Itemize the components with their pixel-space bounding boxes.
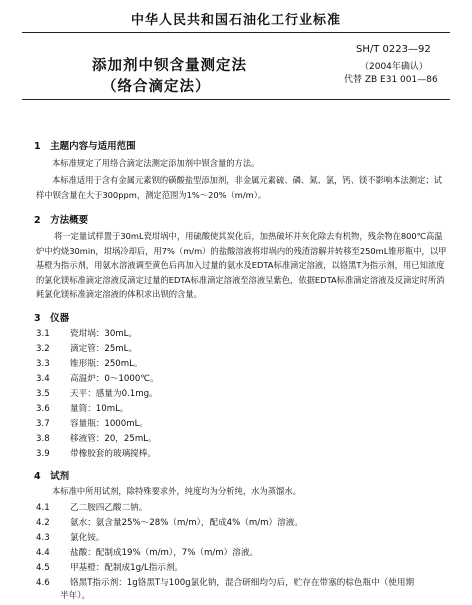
instrument-item: 3.5 天平：感量为0.1mg。	[36, 389, 158, 399]
instrument-item: 3.9 带橡胶套的玻璃搅棒。	[36, 449, 156, 459]
section-2-heading: 2 方法概要	[34, 215, 89, 226]
section-1-heading: 1 主题内容与适用范围	[34, 141, 136, 152]
reagent-item: 4.6 铬黑T指示剂：1g铬黑T与100g氯化钠，混合研细均匀后，贮存在带塞的棕色瓶中（使用期	[36, 578, 415, 588]
document-subtitle: （络合滴定法）	[102, 79, 211, 95]
section-2-paragraph: 将一定量试样置于30mL瓷坩埚中，用硫酸使其炭化后，加热破坏并灰化除去有机物，残余物在800℃高温炉中灼烧30min，坩埚冷却后，用7%（m/m）的盐酸溶液将坩埚内的残渣溶解并转移至250mL锥形瓶中，以甲基橙为指示剂，用氨水溶液调至黄色后再加入过量的氨水及EDTA标准滴定溶液，以铬黑T为指示剂，用已知浓度的氯化镁标准滴定溶液反滴定过量的EDTA标准滴定溶液至溶液呈紫色，依据EDTA标准滴定溶液及反滴定时所消耗氯化镁标准滴定溶液的体积求出钡的含量。	[36, 231, 447, 299]
instrument-item: 3.7 容量瓶：1000mL。	[36, 419, 148, 429]
instrument-item: 3.6 量筒：10mL。	[36, 404, 129, 414]
reagent-item: 4.3 氯化铵。	[36, 533, 105, 543]
instrument-item: 3.3 锥形瓶：250mL。	[36, 359, 143, 369]
reagent-item: 4.2 氨水：氨含量25%～28%（m/m），配成4%（m/m）溶液。	[36, 518, 303, 528]
replaces-note: 代替 ZB E31 001—86	[344, 75, 438, 85]
confirmation-note: （2004年确认）	[360, 62, 428, 72]
section-4-paragraph: 本标准中所用试剂，除特殊要求外，纯度均为分析纯，水为蒸馏水。	[52, 486, 301, 496]
standard-organization-title: 中华人民共和国石油化工行业标准	[130, 13, 341, 28]
instrument-item: 3.2 滴定管：25mL。	[36, 344, 138, 354]
reagent-item: 4.4 盐酸：配制成19%（m/m），7%（m/m）溶液。	[36, 548, 259, 558]
instrument-item: 3.8 移液管：20，25mL。	[36, 434, 157, 444]
section-4-heading: 4 试剂	[34, 471, 70, 482]
standard-number: SH/T 0223—92	[356, 44, 431, 55]
reagent-item: 4.5 甲基橙：配制成1g/L指示剂。	[36, 563, 184, 573]
reagent-item-continuation: 半年）。	[60, 591, 91, 601]
section-1-paragraph-1: 本标准规定了用络合滴定法测定添加剂中钡含量的方法。	[52, 158, 260, 168]
instrument-item: 3.4 高温炉：0～1000℃。	[36, 374, 159, 384]
section-1-paragraph-2: 本标准适用于含有金属元素钡的磺酸盐型添加剂，非金属元素硫、磷、氮、氯，钙、镁不影响本法测定；试样中钡含量在大于300ppm，测定范围为1%～20%（m/m）。	[36, 175, 442, 200]
header-rule	[22, 32, 450, 33]
reagent-item: 4.1 乙二胺四乙酸二钠。	[36, 503, 148, 513]
document-title: 添加剂中钡含量测定法	[92, 58, 247, 74]
title-rule	[22, 99, 450, 100]
instrument-item: 3.1 瓷坩埚：30mL。	[36, 329, 138, 339]
section-3-heading: 3 仪器	[34, 313, 70, 324]
